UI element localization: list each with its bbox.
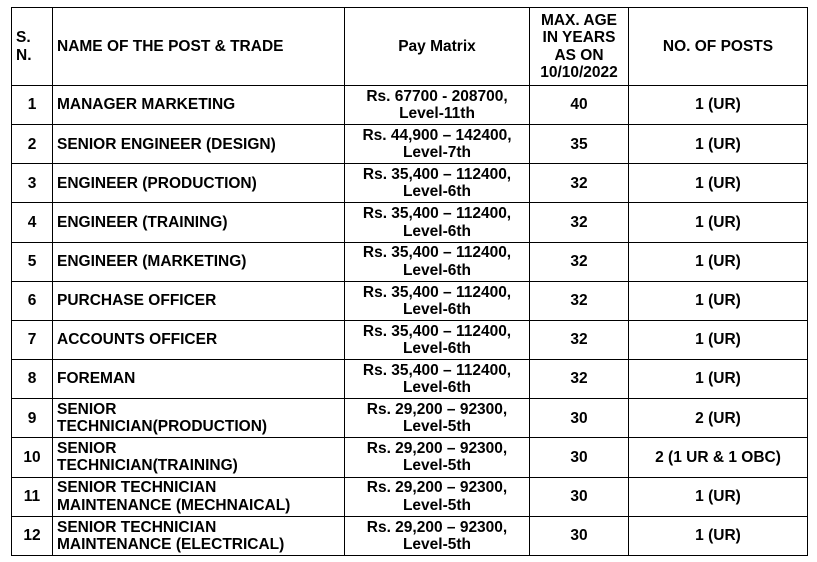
cell-no-of-posts: 1 (UR)	[629, 320, 808, 359]
table-row	[12, 477, 808, 516]
cell-post-name: ENGINEER (MARKETING)	[53, 242, 345, 281]
cell-sn: 9	[12, 399, 53, 438]
cell-post-name: SENIOR TECHNICIAN(TRAINING)	[53, 438, 345, 477]
cell-no-of-posts: 1 (UR)	[629, 125, 808, 164]
cell-no-of-posts: 1 (UR)	[629, 360, 808, 399]
cell-pay-matrix: Rs. 67700 - 208700, Level-11th	[345, 86, 530, 125]
cell-max-age: 40	[530, 86, 629, 125]
header-sn	[12, 8, 53, 86]
cell-sn: 10	[12, 438, 53, 477]
cell-pay-matrix: Rs. 29,200 – 92300, Level-5th	[345, 477, 530, 516]
cell-max-age: 32	[530, 242, 629, 281]
table-row	[12, 86, 808, 125]
cell-pay-matrix: Rs. 29,200 – 92300, Level-5th	[345, 516, 530, 555]
cell-sn: 1	[12, 86, 53, 125]
cell-sn: 6	[12, 281, 53, 320]
cell-max-age: 30	[530, 399, 629, 438]
cell-max-age: 30	[530, 438, 629, 477]
cell-pay-matrix: Rs. 44,900 – 142400, Level-7th	[345, 125, 530, 164]
posts-table	[11, 7, 808, 556]
cell-max-age: 35	[530, 125, 629, 164]
cell-sn: 3	[12, 164, 53, 203]
cell-pay-matrix: Rs. 35,400 – 112400, Level-6th	[345, 203, 530, 242]
cell-sn: 7	[12, 320, 53, 359]
cell-max-age: 32	[530, 320, 629, 359]
table-row	[12, 203, 808, 242]
cell-sn: 5	[12, 242, 53, 281]
cell-sn: 4	[12, 203, 53, 242]
cell-max-age: 32	[530, 360, 629, 399]
table-row	[12, 281, 808, 320]
table-body	[12, 86, 808, 556]
cell-pay-matrix: Rs. 35,400 – 112400, Level-6th	[345, 360, 530, 399]
cell-post-name: SENIOR TECHNICIAN MAINTENANCE (MECHNAICAL)	[53, 477, 345, 516]
cell-max-age: 30	[530, 477, 629, 516]
cell-sn: 12	[12, 516, 53, 555]
header-sn-label: S. N.	[16, 29, 32, 64]
cell-sn: 2	[12, 125, 53, 164]
cell-post-name: ENGINEER (PRODUCTION)	[53, 164, 345, 203]
header-post-name-label: NAME OF THE POST & TRADE	[57, 37, 284, 55]
table-row	[12, 164, 808, 203]
cell-max-age: 32	[530, 164, 629, 203]
cell-pay-matrix: Rs. 29,200 – 92300, Level-5th	[345, 438, 530, 477]
cell-no-of-posts: 1 (UR)	[629, 242, 808, 281]
cell-sn: 11	[12, 477, 53, 516]
header-no-of-posts-label: NO. OF POSTS	[662, 37, 774, 55]
cell-no-of-posts: 1 (UR)	[629, 281, 808, 320]
cell-post-name: MANAGER MARKETING	[53, 86, 345, 125]
cell-pay-matrix: Rs. 29,200 – 92300, Level-5th	[345, 399, 530, 438]
header-no-of-posts	[629, 8, 808, 86]
table-row	[12, 360, 808, 399]
cell-pay-matrix: Rs. 35,400 – 112400, Level-6th	[345, 164, 530, 203]
cell-pay-matrix: Rs. 35,400 – 112400, Level-6th	[345, 320, 530, 359]
cell-post-name: SENIOR ENGINEER (DESIGN)	[53, 125, 345, 164]
cell-post-name: FOREMAN	[53, 360, 345, 399]
cell-post-name: PURCHASE OFFICER	[53, 281, 345, 320]
cell-post-name: ENGINEER (TRAINING)	[53, 203, 345, 242]
cell-pay-matrix: Rs. 35,400 – 112400, Level-6th	[345, 242, 530, 281]
cell-no-of-posts: 1 (UR)	[629, 477, 808, 516]
header-pay-matrix	[345, 8, 530, 86]
cell-max-age: 32	[530, 203, 629, 242]
header-row	[12, 8, 808, 86]
cell-no-of-posts: 1 (UR)	[629, 516, 808, 555]
cell-post-name: SENIOR TECHNICIAN(PRODUCTION)	[53, 399, 345, 438]
table-row	[12, 516, 808, 555]
cell-no-of-posts: 1 (UR)	[629, 203, 808, 242]
cell-no-of-posts: 2 (UR)	[629, 399, 808, 438]
cell-sn: 8	[12, 360, 53, 399]
cell-post-name: SENIOR TECHNICIAN MAINTENANCE (ELECTRICAL)	[53, 516, 345, 555]
cell-post-name: ACCOUNTS OFFICER	[53, 320, 345, 359]
header-max-age-label: MAX. AGE IN YEARS AS ON 10/10/2022	[540, 11, 618, 81]
cell-pay-matrix: Rs. 35,400 – 112400, Level-6th	[345, 281, 530, 320]
header-pay-matrix-label: Pay Matrix	[398, 37, 476, 55]
cell-max-age: 30	[530, 516, 629, 555]
table-row	[12, 320, 808, 359]
cell-no-of-posts: 2 (1 UR & 1 OBC)	[629, 438, 808, 477]
table-row	[12, 242, 808, 281]
table-row	[12, 399, 808, 438]
cell-no-of-posts: 1 (UR)	[629, 86, 808, 125]
table-header	[12, 8, 808, 86]
table-row	[12, 125, 808, 164]
header-max-age	[530, 8, 629, 86]
table-row	[12, 438, 808, 477]
header-post-name	[53, 8, 345, 86]
cell-no-of-posts: 1 (UR)	[629, 164, 808, 203]
cell-max-age: 32	[530, 281, 629, 320]
